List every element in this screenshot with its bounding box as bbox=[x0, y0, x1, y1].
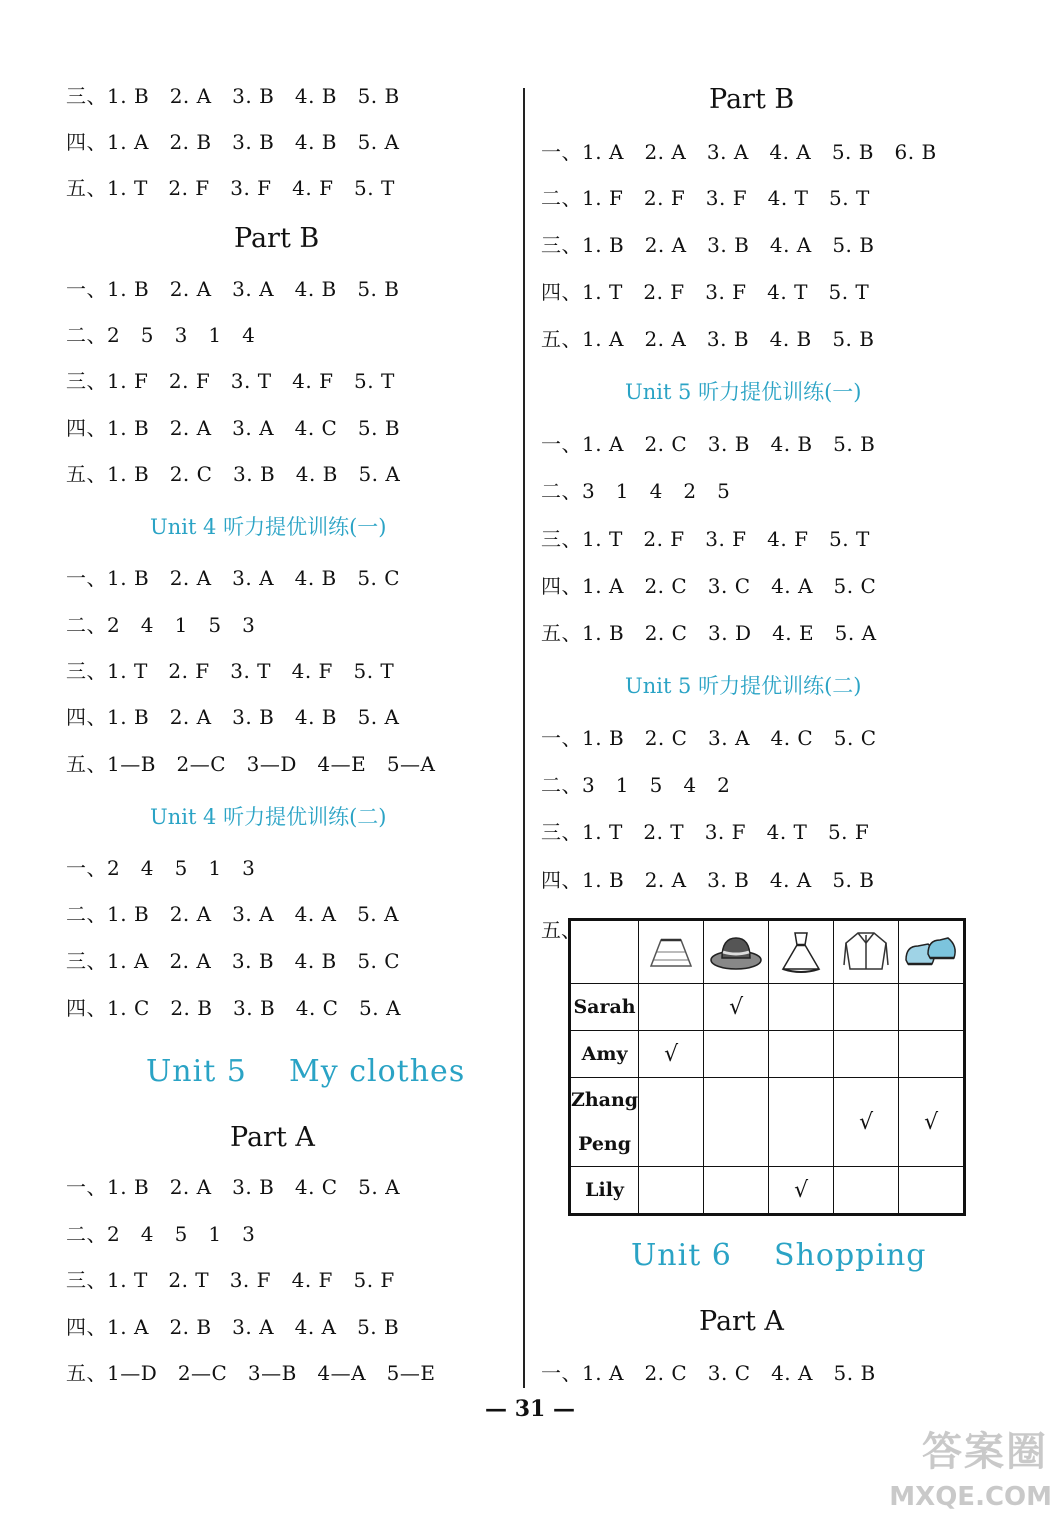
jacket-icon bbox=[834, 920, 899, 984]
answer-cell bbox=[769, 1031, 834, 1078]
answer-line: 四、1. T 2. F 3. F 4. T 5. T bbox=[541, 280, 870, 304]
answer-line: 三、1. A 2. A 3. B 4. B 5. C bbox=[66, 949, 401, 973]
answer-line: 一、1. A 2. C 3. B 4. B 5. B bbox=[541, 432, 876, 456]
answer-line: 一、1. B 2. C 3. A 4. C 5. C bbox=[541, 726, 877, 750]
skirt-icon bbox=[639, 920, 704, 984]
answer-line: 五、1—B 2—C 3—D 4—E 5—A bbox=[66, 752, 436, 776]
unit4-listening-heading-2: Unit 4 听力提优训练(二) bbox=[150, 805, 387, 829]
table-row bbox=[570, 1031, 965, 1078]
part-a-heading: Part A bbox=[699, 1306, 784, 1337]
part-a-heading: Part A bbox=[230, 1122, 315, 1153]
answer-line: 三、1. T 2. F 3. T 4. F 5. T bbox=[66, 659, 395, 683]
answer-line: 一、1. B 2. A 3. A 4. B 5. C bbox=[66, 566, 401, 590]
hat-icon bbox=[704, 920, 769, 984]
unit5-listening-heading-1: Unit 5 听力提优训练(一) bbox=[625, 380, 862, 404]
answer-line: 三、1. T 2. F 3. F 4. F 5. T bbox=[541, 527, 870, 551]
answer-line: 四、1. A 2. B 3. A 4. A 5. B bbox=[66, 1315, 400, 1339]
watermark-url: MXQE.COM bbox=[889, 1482, 1052, 1512]
page-number: — 31 — bbox=[485, 1396, 575, 1422]
watermark-logo: 答案圈 bbox=[922, 1428, 1048, 1475]
answer-line: 四、1. B 2. A 3. B 4. B 5. A bbox=[66, 705, 400, 729]
table-question-label: 五、 bbox=[541, 918, 581, 942]
answer-cell bbox=[704, 1078, 769, 1167]
answer-cell bbox=[639, 1078, 704, 1167]
answer-line: 五、1. B 2. C 3. B 4. B 5. A bbox=[66, 462, 401, 486]
answer-cell bbox=[704, 1031, 769, 1078]
student-name: Sarah bbox=[570, 984, 639, 1031]
answer-line: 三、1. B 2. A 3. B 4. B 5. B bbox=[66, 84, 400, 108]
answer-cell bbox=[769, 984, 834, 1031]
answer-line: 二、2 4 1 5 3 bbox=[66, 613, 256, 637]
answer-cell bbox=[834, 1078, 899, 1167]
answer-cell bbox=[769, 1167, 834, 1215]
answer-cell bbox=[899, 1167, 965, 1215]
answer-line: 一、1. B 2. A 3. A 4. B 5. B bbox=[66, 277, 400, 301]
answer-line: 三、1. T 2. T 3. F 4. F 5. F bbox=[66, 1268, 395, 1292]
table-row bbox=[570, 1167, 965, 1215]
student-name: Lily bbox=[570, 1167, 639, 1215]
clothes-answer-table bbox=[568, 918, 966, 1216]
check-mark: √ bbox=[794, 1177, 809, 1203]
check-mark: √ bbox=[664, 1041, 679, 1067]
part-b-heading: Part B bbox=[709, 84, 795, 115]
answer-line: 二、3 1 5 4 2 bbox=[541, 773, 731, 797]
answer-line: 四、1. B 2. A 3. B 4. A 5. B bbox=[541, 868, 875, 892]
answer-cell bbox=[834, 984, 899, 1031]
unit6-title: Unit 6 Shopping bbox=[631, 1238, 927, 1273]
unit5-title: Unit 5 My clothes bbox=[146, 1054, 466, 1089]
check-mark: √ bbox=[924, 1109, 939, 1135]
unit5-listening-heading-2: Unit 5 听力提优训练(二) bbox=[625, 674, 862, 698]
answer-cell bbox=[704, 1167, 769, 1215]
answer-cell bbox=[769, 1078, 834, 1167]
check-mark: √ bbox=[729, 994, 744, 1020]
table-row bbox=[570, 1078, 965, 1167]
unit4-listening-heading-1: Unit 4 听力提优训练(一) bbox=[150, 515, 387, 539]
answer-line: 四、1. A 2. C 3. C 4. A 5. C bbox=[541, 574, 877, 598]
answer-line: 一、2 4 5 1 3 bbox=[66, 856, 256, 880]
answer-cell bbox=[899, 984, 965, 1031]
answer-line: 四、1. C 2. B 3. B 4. C 5. A bbox=[66, 996, 401, 1020]
table-header-row bbox=[570, 920, 965, 984]
answer-line: 三、1. B 2. A 3. B 4. A 5. B bbox=[541, 233, 875, 257]
answer-cell bbox=[639, 984, 704, 1031]
answer-line: 五、1. A 2. A 3. B 4. B 5. B bbox=[541, 327, 875, 351]
answer-cell bbox=[899, 1078, 965, 1167]
watermark bbox=[890, 1420, 1060, 1536]
shoes-icon bbox=[899, 920, 965, 984]
answer-line: 三、1. T 2. T 3. F 4. T 5. F bbox=[541, 820, 870, 844]
answer-line: 一、1. A 2. A 3. A 4. A 5. B 6. B bbox=[541, 140, 937, 164]
answer-line: 二、2 4 5 1 3 bbox=[66, 1222, 256, 1246]
column-divider bbox=[523, 88, 525, 1388]
answer-cell bbox=[704, 984, 769, 1031]
answer-line: 四、1. B 2. A 3. A 4. C 5. B bbox=[66, 416, 401, 440]
answer-line: 二、1. F 2. F 3. F 4. T 5. T bbox=[541, 186, 870, 210]
dress-icon bbox=[769, 920, 834, 984]
answer-line: 一、1. A 2. C 3. C 4. A 5. B bbox=[541, 1361, 876, 1385]
check-mark: √ bbox=[859, 1109, 874, 1135]
answer-line: 五、1. T 2. F 3. F 4. F 5. T bbox=[66, 176, 395, 200]
answer-line: 五、1. B 2. C 3. D 4. E 5. A bbox=[541, 621, 877, 645]
answer-cell bbox=[899, 1031, 965, 1078]
answer-cell bbox=[639, 1031, 704, 1078]
student-name: Zhang Peng bbox=[570, 1078, 639, 1167]
part-b-heading: Part B bbox=[234, 223, 320, 254]
answer-line: 二、3 1 4 2 5 bbox=[541, 479, 731, 503]
answer-line: 五、1—D 2—C 3—B 4—A 5—E bbox=[66, 1361, 436, 1385]
table-corner-cell bbox=[570, 920, 639, 984]
student-name: Amy bbox=[570, 1031, 639, 1078]
answer-line: 二、1. B 2. A 3. A 4. A 5. A bbox=[66, 902, 399, 926]
answer-cell bbox=[834, 1031, 899, 1078]
answer-line: 一、1. B 2. A 3. B 4. C 5. A bbox=[66, 1175, 401, 1199]
answer-cell bbox=[639, 1167, 704, 1215]
table-row bbox=[570, 984, 965, 1031]
answer-line: 三、1. F 2. F 3. T 4. F 5. T bbox=[66, 369, 395, 393]
answer-line: 二、2 5 3 1 4 bbox=[66, 323, 256, 347]
answer-line: 四、1. A 2. B 3. B 4. B 5. A bbox=[66, 130, 400, 154]
answer-cell bbox=[834, 1167, 899, 1215]
